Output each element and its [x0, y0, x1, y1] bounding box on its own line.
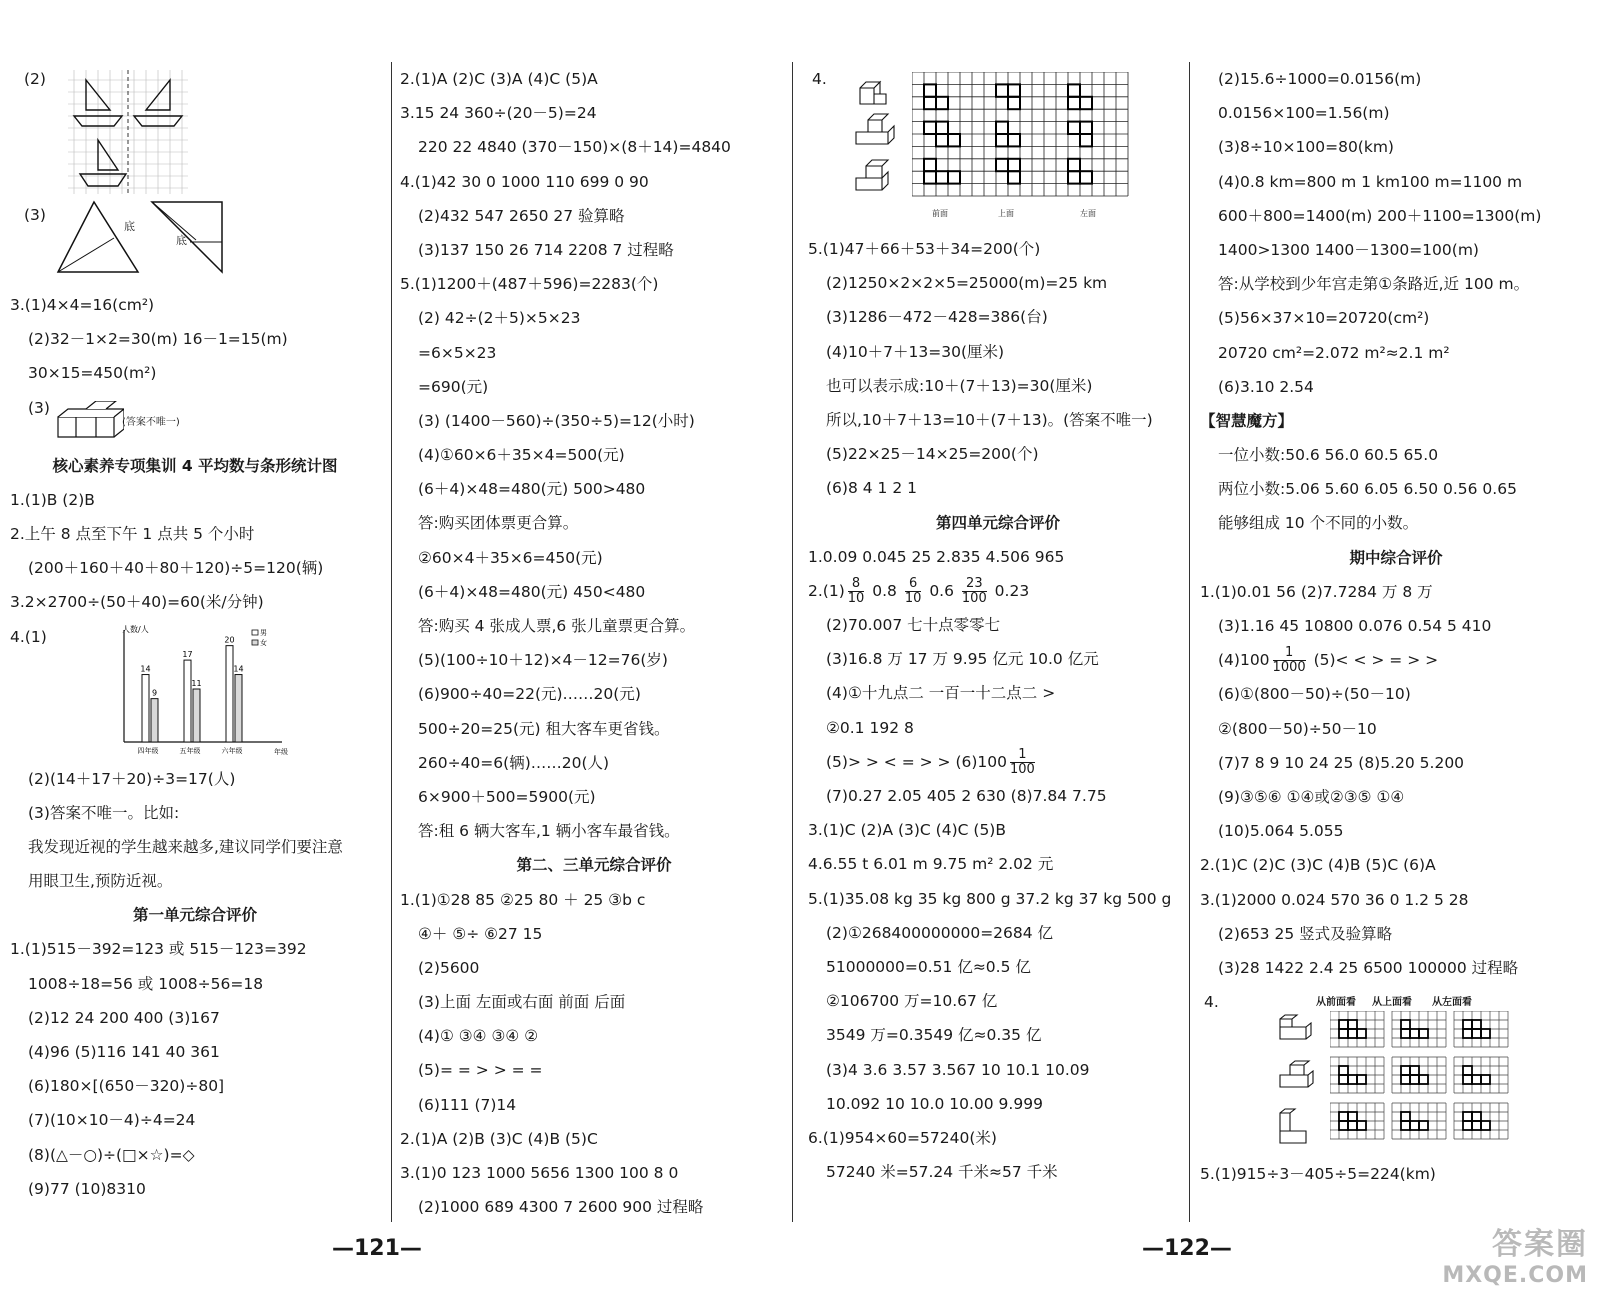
- text-line: (6)3.10 2.54: [1218, 377, 1314, 396]
- text-line: 5.(1)915÷3－405÷5=224(km): [1200, 1165, 1436, 1184]
- text-line: 500÷20=25(元) 租大客车更省钱。: [418, 719, 670, 738]
- column-1: [10, 62, 380, 1206]
- fraction: [1273, 646, 1306, 675]
- view-cell: [1410, 1066, 1419, 1075]
- q3-label: (3): [24, 206, 46, 224]
- text-line: (2)15.6÷1000=0.0156(m): [1218, 70, 1422, 88]
- text-line: 一位小数:50.6 56.0 60.5 65.0: [1218, 446, 1439, 465]
- numerator: 23: [962, 577, 987, 592]
- text-line: 答:从学校到少年宫走第①条路近,近 100 m。: [1218, 275, 1530, 294]
- text-line: 220 22 4840 (370－150)×(8＋14)=4840: [418, 138, 731, 157]
- view-cell: [1008, 159, 1020, 171]
- fraction-line: [1200, 643, 1592, 677]
- text-line: 10.092 10 10.0 10.00 9.999: [826, 1094, 1043, 1113]
- text-span: 2.(1): [808, 581, 845, 600]
- view-cell: [1008, 97, 1020, 109]
- text-line: 2.上午 8 点至下午 1 点共 5 个小时: [10, 524, 255, 543]
- bar-female: [235, 674, 242, 741]
- q4-grid-row: [808, 62, 1188, 232]
- fraction: [962, 577, 987, 606]
- text-line: ②60×4＋35×6=450(元): [418, 548, 603, 567]
- view-cell: [1339, 1066, 1348, 1075]
- bar-female: [193, 689, 200, 742]
- text-span: (5)< < > = > >: [1313, 651, 1439, 670]
- text-line: (6)900÷40=22(元)……20(元): [418, 685, 641, 704]
- page-number-left: —121—: [332, 1236, 422, 1261]
- category-label: 六年级: [221, 746, 243, 755]
- view-cell: [924, 97, 936, 109]
- text-line: (2)1000 689 4300 7 2600 900 过程略: [418, 1198, 704, 1217]
- view-cell: [924, 122, 936, 134]
- denominator: 10: [847, 590, 865, 606]
- text-line: (6)111 (7)14: [418, 1095, 517, 1114]
- text-line: (6＋4)×48=480(元) 500>480: [418, 480, 646, 499]
- view-cell: [1068, 171, 1080, 183]
- grid-label-top: 上面: [998, 209, 1014, 218]
- three-views-grids: [1330, 1011, 1520, 1151]
- view-cell: [1481, 1029, 1490, 1038]
- text-line: (3)1.16 45 10800 0.076 0.54 5 410: [1218, 617, 1492, 635]
- text-line: 2.(1)A (2)C (3)A (4)C (5)A: [400, 70, 598, 88]
- text-line: 1.0.09 0.045 25 2.835 4.506 965: [808, 547, 1065, 566]
- text-line: (4)0.8 km=800 m 1 km100 m=1100 m: [1218, 172, 1523, 191]
- page-number-right: —122—: [1142, 1236, 1232, 1261]
- view-cell: [936, 122, 948, 134]
- view-cell: [1357, 1121, 1366, 1130]
- view-cell: [1339, 1020, 1348, 1029]
- column-3: [808, 62, 1188, 1189]
- cube-figures: [1276, 1013, 1326, 1153]
- fraction: [1010, 748, 1035, 777]
- view-cell: [1401, 1121, 1410, 1130]
- view-cell: [1401, 1029, 1410, 1038]
- text-line: (3)4 3.6 3.57 3.567 10 10.1 10.09: [826, 1060, 1090, 1079]
- text-line: (2)5600: [418, 958, 480, 977]
- text-line: 3.(1)C (2)A (3)C (4)C (5)B: [808, 821, 1006, 840]
- text-line: (3)8÷10×100=80(km): [1218, 138, 1394, 157]
- view-cell: [1472, 1075, 1481, 1084]
- legend-label: 男: [260, 628, 267, 637]
- text-line: (5)56×37×10=20720(cm²): [1218, 309, 1430, 328]
- q3-box-label: (3): [28, 398, 50, 417]
- text-line: (2)(14＋17＋20)÷3=17(人): [28, 769, 236, 788]
- view-cell: [996, 84, 1008, 96]
- box-figure-row: [10, 391, 380, 449]
- grid-label-left: 左面: [1080, 209, 1096, 218]
- answer-note: (答案不唯一): [122, 416, 180, 428]
- text-line: 1008÷18=56 或 1008÷56=18: [28, 974, 264, 993]
- text-line: (3)28 1422 2.4 25 6500 100000 过程略: [1218, 958, 1519, 977]
- text-line: (9)③⑤⑥ ①④或②③⑤ ①④: [1218, 787, 1405, 806]
- text-line: 1400>1300 1400－1300=100(m): [1218, 240, 1479, 259]
- section-heading: 核心素养专项集训 4 平均数与条形统计图: [52, 456, 338, 475]
- bar-value-label: 20: [224, 635, 235, 645]
- category-label: 五年级: [179, 746, 201, 755]
- text-line: 20720 cm²=2.072 m²≈2.1 m²: [1218, 343, 1450, 362]
- text-line: (5)22×25－14×25=200(个): [826, 445, 1039, 464]
- text-line: 两位小数:5.06 5.60 6.05 6.50 0.56 0.65: [1218, 480, 1517, 499]
- text-line: 4.6.55 t 6.01 m 9.75 m² 2.02 元: [808, 855, 1054, 874]
- view-cell: [1339, 1112, 1348, 1121]
- view-cell: [1339, 1075, 1348, 1084]
- text-line: 3.(1)0 123 1000 5656 1300 100 8 0: [400, 1164, 679, 1182]
- text-line: (200＋160＋40＋80＋120)÷5=120(辆): [28, 559, 324, 578]
- text-line: 答:购买 4 张成人票,6 张儿童票更合算。: [418, 617, 696, 635]
- text-line: 答:租 6 辆大客车,1 辆小客车最省钱。: [418, 822, 680, 841]
- section-heading: 第四单元综合评价: [935, 513, 1060, 532]
- text-line: (3) (1400－560)÷(350÷5)=12(小时): [418, 411, 695, 430]
- x-axis-label: 年级: [274, 747, 288, 756]
- view-cell: [1348, 1121, 1357, 1130]
- text-line: 4.(1)42 30 0 1000 110 699 0 90: [400, 172, 649, 191]
- text-line: ②(800－50)÷50－10: [1218, 719, 1377, 738]
- view-cell: [1410, 1029, 1419, 1038]
- triangle-height-figure-2: [150, 200, 224, 274]
- view-cell: [1008, 134, 1020, 146]
- category-label: 四年级: [137, 746, 159, 755]
- text-line: (3)1286－472－428=386(台): [826, 308, 1048, 327]
- view-cell: [924, 171, 936, 183]
- view-cell: [1410, 1121, 1419, 1130]
- bar-female: [151, 698, 158, 741]
- text-line: (4)96 (5)116 141 40 361: [28, 1043, 220, 1061]
- text-line: (6＋4)×48=480(元) 450<480: [418, 582, 646, 601]
- denominator: 1000: [1272, 660, 1306, 676]
- view-cell: [1401, 1020, 1410, 1029]
- text-line: 1.(1)0.01 56 (2)7.7284 万 8 万: [1200, 582, 1433, 601]
- view-cell: [1348, 1020, 1357, 1029]
- cube-stack-figure: [54, 401, 124, 439]
- view-cell: [1472, 1029, 1481, 1038]
- view-cell: [1481, 1121, 1490, 1130]
- text-line: (4)10＋7＋13=30(厘米): [826, 342, 1005, 361]
- view-cell: [1472, 1121, 1481, 1130]
- denominator: 10: [904, 590, 922, 606]
- bar-male: [226, 645, 233, 741]
- view-cell: [1401, 1075, 1410, 1084]
- section-heading: 期中综合评价: [1349, 548, 1443, 567]
- text-line: =6×5×23: [418, 343, 497, 362]
- text-line: (4)①60×6＋35×4=500(元): [418, 446, 625, 465]
- view-cell: [924, 84, 936, 96]
- text-line: 1.(1)515－392=123 或 515－123=392: [10, 940, 307, 959]
- view-cell: [924, 159, 936, 171]
- denominator: 100: [961, 590, 987, 606]
- view-cell: [936, 97, 948, 109]
- text-line: (6)8 4 1 2 1: [826, 479, 917, 498]
- legend-label: 女: [260, 638, 267, 647]
- text-line: =690(元): [418, 377, 489, 396]
- legend-swatch: [252, 640, 258, 645]
- text-line: 3.(1)4×4=16(cm²): [10, 296, 155, 314]
- view-cell: [1080, 97, 1092, 109]
- view-cell: [1472, 1112, 1481, 1121]
- view-cell: [1348, 1075, 1357, 1084]
- view-cell: [1339, 1029, 1348, 1038]
- y-axis-label: 人数/人: [122, 624, 149, 634]
- view-cell: [1080, 122, 1092, 134]
- numerator: 6: [905, 577, 922, 592]
- bar-male: [184, 660, 191, 742]
- view-cell: [1068, 97, 1080, 109]
- q4-label: 4.: [812, 70, 827, 88]
- q2-figure-row: [10, 62, 380, 198]
- text-line: 3.2×2700÷(50＋40)=60(米/分钟): [10, 593, 264, 612]
- text-line: 51000000=0.51 亿≈0.5 亿: [826, 957, 1031, 976]
- q4-label: 4.: [1204, 993, 1219, 1012]
- view-cell: [1463, 1029, 1472, 1038]
- text-line: (10)5.064 5.055: [1218, 822, 1344, 841]
- text-line: 260÷40=6(辆)……20(人): [418, 753, 610, 772]
- text-line: (4)①十九点二 一百一十二点二 >: [826, 684, 1056, 703]
- watermark-text: 答案圈: [1492, 1227, 1588, 1262]
- text-line: 所以,10＋7＋13=10＋(7＋13)。(答案不唯一): [826, 410, 1153, 429]
- text-line: (5)(100÷10＋12)×4－12=76(岁): [418, 651, 668, 670]
- text-line: (2)1250×2×2×5=25000(m)=25 km: [826, 274, 1108, 293]
- text-line: ④＋ ⑤÷ ⑥27 15: [418, 924, 543, 943]
- text-line: (2)12 24 200 400 (3)167: [28, 1008, 220, 1027]
- column-4: [1200, 62, 1592, 1191]
- text-line: 0.0156×100=1.56(m): [1218, 104, 1390, 123]
- text-line: (2)70.007 七十点零零七: [826, 616, 1001, 635]
- text-line: 用眼卫生,预防近视。: [28, 872, 173, 891]
- section-heading: 【智慧魔方】: [1200, 411, 1294, 430]
- text-line: 也可以表示成:10＋(7＋13)=30(厘米): [826, 376, 1093, 395]
- text-line: 3.15 24 360÷(20－5)=24: [400, 104, 597, 123]
- text-line: (6)180×[(650－320)÷80]: [28, 1077, 225, 1096]
- cube-views-figure: [852, 74, 908, 204]
- view-cell: [1357, 1029, 1366, 1038]
- view-cell: [1348, 1029, 1357, 1038]
- bar-value-label: 14: [140, 664, 151, 674]
- view-cell: [1008, 171, 1020, 183]
- text-line: 2.(1)A (2)B (3)C (4)B (5)C: [400, 1129, 598, 1148]
- grid-label-front: 前面: [932, 209, 948, 218]
- view-cell: [1463, 1075, 1472, 1084]
- text-line: 6.(1)954×60=57240(米): [808, 1128, 997, 1147]
- text-line: (3)上面 左面或右面 前面 后面: [418, 993, 626, 1012]
- text-line: (3)答案不唯一。比如:: [28, 803, 180, 822]
- triangle-base-label-1: 底: [124, 220, 135, 233]
- view-cell: [1472, 1020, 1481, 1029]
- text-span: (4)100: [1218, 651, 1270, 670]
- view-cell: [948, 134, 960, 146]
- text-line: 能够组成 10 个不同的小数。: [1218, 514, 1419, 533]
- watermark-logo: [1442, 1219, 1588, 1288]
- text-line: (3)16.8 万 17 万 9.95 亿元 10.0 亿元: [826, 650, 1099, 669]
- text-line: (2)653 25 竖式及验算略: [1218, 924, 1393, 943]
- view-cell: [996, 122, 1008, 134]
- view-cell: [1481, 1075, 1490, 1084]
- q2-label: (2): [24, 70, 46, 88]
- text-line: 5.(1)1200＋(487＋596)=2283(个): [400, 275, 659, 294]
- text-line: ②106700 万=10.67 亿: [826, 992, 998, 1011]
- text-line: (2)32－1×2=30(m) 16－1=15(m): [28, 330, 288, 349]
- text-line: 我发现近视的学生越来越多,建议同学们要注意: [28, 837, 343, 856]
- fraction-line: [808, 574, 1188, 608]
- text-line: (2)432 547 2650 27 验算略: [418, 206, 625, 225]
- view-cell: [936, 171, 948, 183]
- fraction-line: [808, 745, 1188, 779]
- column-divider: [792, 62, 793, 1222]
- view-cell: [1080, 134, 1092, 146]
- text-line: (7)7 8 9 10 24 25 (8)5.20 5.200: [1218, 753, 1465, 772]
- view-cell: [1348, 1112, 1357, 1121]
- view-label-top: 从上面看: [1372, 997, 1412, 1009]
- view-cell: [1463, 1066, 1472, 1075]
- text-line: 6×900＋500=5900(元): [418, 787, 596, 806]
- watermark-url: MXQE.COM: [1442, 1263, 1588, 1288]
- view-cell: [1401, 1112, 1410, 1121]
- view-cell: [1419, 1075, 1428, 1084]
- numerator: 1: [1010, 748, 1035, 763]
- triangle-base-label-2: 底: [176, 234, 187, 247]
- q4-label: 4.(1): [10, 627, 47, 646]
- text-line: (9)77 (10)8310: [28, 1179, 146, 1198]
- view-cell: [1419, 1029, 1428, 1038]
- view-cell: [1419, 1121, 1428, 1130]
- text-span: 0.23: [994, 581, 1030, 600]
- view-cell: [1339, 1121, 1348, 1130]
- bar-value-label: 9: [151, 688, 158, 698]
- numerator: 1: [1273, 646, 1306, 661]
- three-view-grid: [912, 72, 1132, 198]
- text-line: (4)① ③④ ③④ ②: [418, 1027, 539, 1046]
- view-cell: [948, 171, 960, 183]
- denominator: 100: [1009, 761, 1035, 777]
- text-line: (2)①268400000000=2684 亿: [826, 923, 1054, 942]
- bar-chart-row: [10, 620, 380, 762]
- bar-chart: [102, 624, 292, 758]
- view-cell: [1410, 1075, 1419, 1084]
- view-cell: [1463, 1020, 1472, 1029]
- numerator: 8: [848, 577, 865, 592]
- fraction: [848, 577, 865, 606]
- bar-value-label: 11: [191, 678, 202, 688]
- view-cell: [936, 134, 948, 146]
- text-line: 5.(1)35.08 kg 35 kg 800 g 37.2 kg 37 kg 500 g: [808, 889, 1172, 908]
- view-cell: [1080, 171, 1092, 183]
- text-span: 0.8: [872, 581, 897, 600]
- view-cell: [1463, 1121, 1472, 1130]
- view-cell: [1068, 159, 1080, 171]
- view-cell: [1357, 1075, 1366, 1084]
- view-cell: [996, 134, 1008, 146]
- text-line: 600＋800=1400(m) 200＋1100=1300(m): [1218, 206, 1542, 225]
- view-label-left: 从左面看: [1432, 997, 1472, 1009]
- text-line: 3.(1)2000 0.024 570 36 0 1.2 5 28: [1200, 890, 1469, 909]
- text-line: 30×15=450(m²): [28, 364, 157, 383]
- symmetry-grid-figure: [68, 70, 188, 194]
- view-cell: [1401, 1066, 1410, 1075]
- bar-value-label: 14: [233, 664, 244, 674]
- column-divider: [1189, 62, 1190, 1222]
- text-line: 2.(1)C (2)C (3)C (4)B (5)C (6)A: [1200, 856, 1436, 875]
- text-line: (7)(10×10－4)÷4=24: [28, 1111, 196, 1130]
- q4-views-row: [1200, 985, 1592, 1157]
- text-line: (7)0.27 2.05 405 2 630 (8)7.84 7.75: [826, 787, 1107, 805]
- bar-male: [142, 674, 149, 741]
- text-line: (6)①(800－50)÷(50－10): [1218, 685, 1411, 704]
- text-line: 1.(1)①28 85 ②25 80 ＋ 25 ③b c: [400, 890, 646, 909]
- text-line: 57240 米=57.24 千米≈57 千米: [826, 1163, 1058, 1182]
- triangle-height-figure: [54, 198, 144, 278]
- view-cell: [1068, 122, 1080, 134]
- text-line: (5)= = > > = =: [418, 1061, 543, 1080]
- legend-swatch: [252, 630, 258, 635]
- text-line: 3549 万=0.3549 亿≈0.35 亿: [826, 1026, 1042, 1045]
- text-line: 1.(1)B (2)B: [10, 490, 95, 509]
- fraction: [905, 577, 922, 606]
- text-line: (3)137 150 26 714 2208 7 过程略: [418, 240, 674, 259]
- column-2: [400, 62, 788, 1224]
- view-cell: [1068, 84, 1080, 96]
- bar-value-label: 17: [182, 649, 193, 659]
- text-span: 0.6: [929, 581, 954, 600]
- view-cell: [996, 159, 1008, 171]
- view-cell: [1008, 84, 1020, 96]
- view-cell: [1463, 1112, 1472, 1121]
- text-line: 5.(1)47＋66＋53＋34=200(个): [808, 240, 1041, 258]
- section-heading: 第二、三单元综合评价: [516, 856, 672, 875]
- q3-figure-row: [10, 198, 380, 288]
- text-line: ②0.1 192 8: [826, 718, 914, 737]
- text-line: (2) 42÷(2＋5)×5×23: [418, 309, 581, 328]
- text-span: (5)> > < = > > (6)100: [826, 752, 1007, 771]
- text-line: (8)(△－○)÷(□×☆)=◇: [28, 1145, 195, 1164]
- text-line: 答:购买团体票更合算。: [418, 514, 579, 533]
- column-divider: [391, 62, 392, 1222]
- view-label-front: 从前面看: [1316, 997, 1356, 1009]
- section-heading: 第一单元综合评价: [132, 906, 257, 925]
